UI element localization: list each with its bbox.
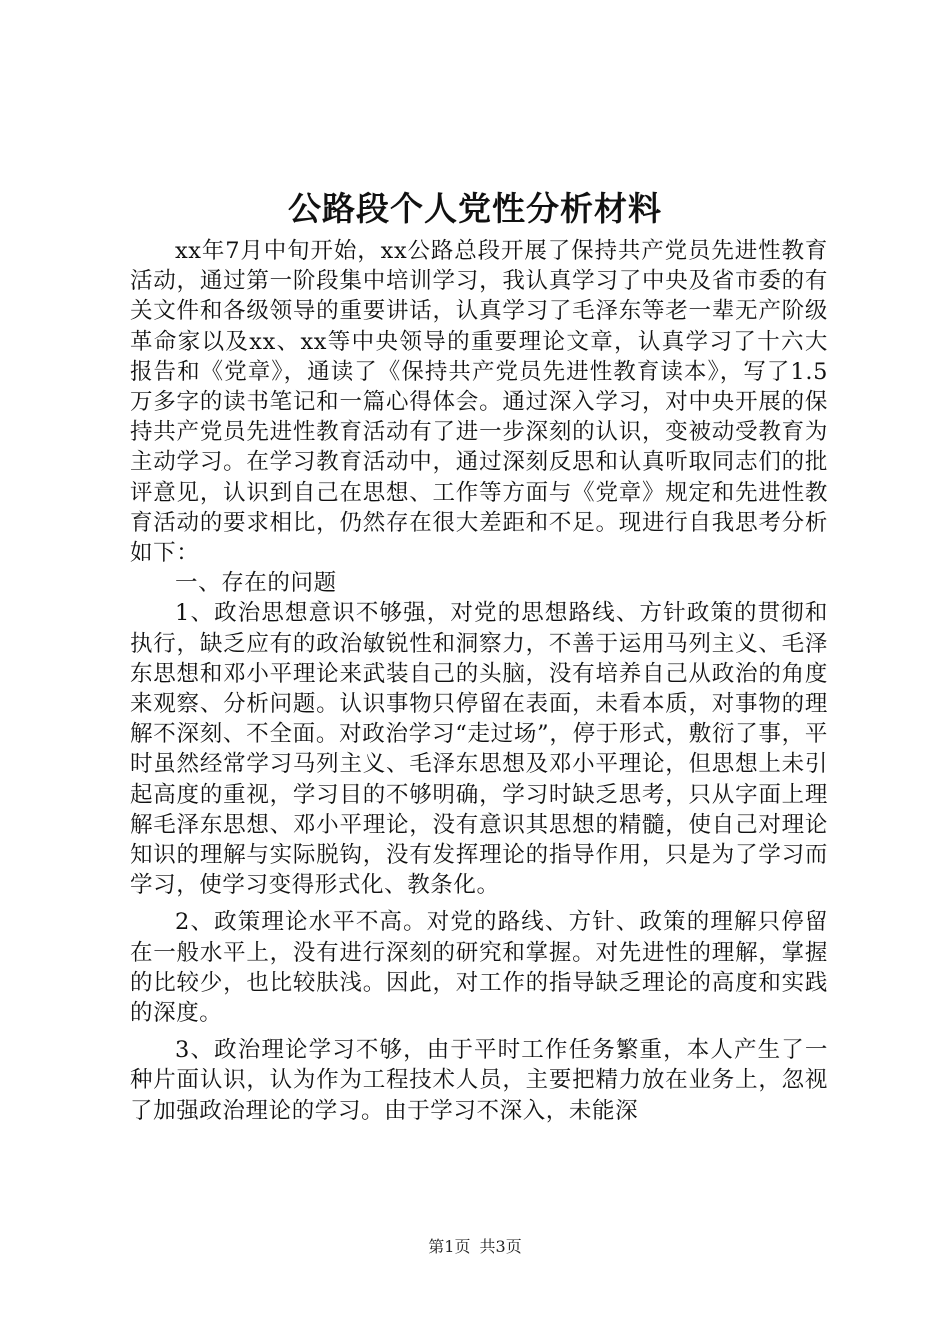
paragraph-item-1: 1、政治思想意识不够强，对党的思想路线、方针政策的贯彻和执行，缺乏应有的政治敏锐性和洞察力，不善于运用马列主义、毛泽东思想和邓小平理论来武装自己的头脑，没有培养自己从政治的角度来观察、分析问题。认识事物只停留在表面，未看本质，对事物的理解不深刻、不全面。对政治学习“走过场”，停于形式，敷衍了事，平时虽然经常学习马列主义、毛泽东思想及邓小平理论，但思想上未引起高度的重视，学习目的不够明确，学习时缺乏思考，只从字面上理解毛泽东思想、邓小平理论，没有意识其思想的精髓，使自己对理论知识的理解与实际脱钩，没有发挥理论的指导作用，只是为了学习而学习，使学习变得形式化、教条化。 — [130, 600, 828, 899]
document-body — [130, 236, 828, 1126]
page-total: 共3页 — [479, 1237, 522, 1256]
document-title: 公路段个人党性分析材料 — [288, 189, 662, 228]
page-number: 第1页 — [428, 1237, 471, 1256]
section-heading-problems: 一、存在的问题 — [175, 570, 337, 597]
paragraph-intro: xx年7月中旬开始，xx公路总段开展了保持共产党员先进性教育活动，通过第一阶段集中培训学习，我认真学习了中央及省市委的有关文件和各级领导的重要讲话，认真学习了毛泽东等老一辈无产阶级革命家以及xx、xx等中央领导的重要理论文章，认真学习了十六大报告和《党章》，通读了《保持共产党员先进性教育读本》，写了1.5万多字的读书笔记和一篇心得体会。通过深入学习，对中央开展的保持共产党员先进性教育活动有了进一步深刻的认识，变被动受教育为主动学习。在学习教育活动中，通过深刻反思和认真听取同志们的批评意见，认识到自己在思想、工作等方面与《党章》规定和先进性教育活动的要求相比，仍然存在很大差距和不足。现进行自我思考分析如下： — [130, 238, 828, 567]
paragraph-item-3: 3、政治理论学习不够，由于平时工作任务繁重，本人产生了一种片面认识，认为作为工程技术人员，主要把精力放在业务上，忽视了加强政治理论的学习。由于学习不深入，未能深 — [130, 1037, 828, 1124]
page-footer — [0, 1236, 950, 1258]
paragraph-item-2: 2、政策理论水平不高。对党的路线、方针、政策的理解只停留在一般水平上，没有进行深刻的研究和掌握。对先进性的理解，掌握的比较少，也比较肤浅。因此，对工作的指导缺乏理论的高度和实践的深度。 — [130, 909, 828, 1027]
